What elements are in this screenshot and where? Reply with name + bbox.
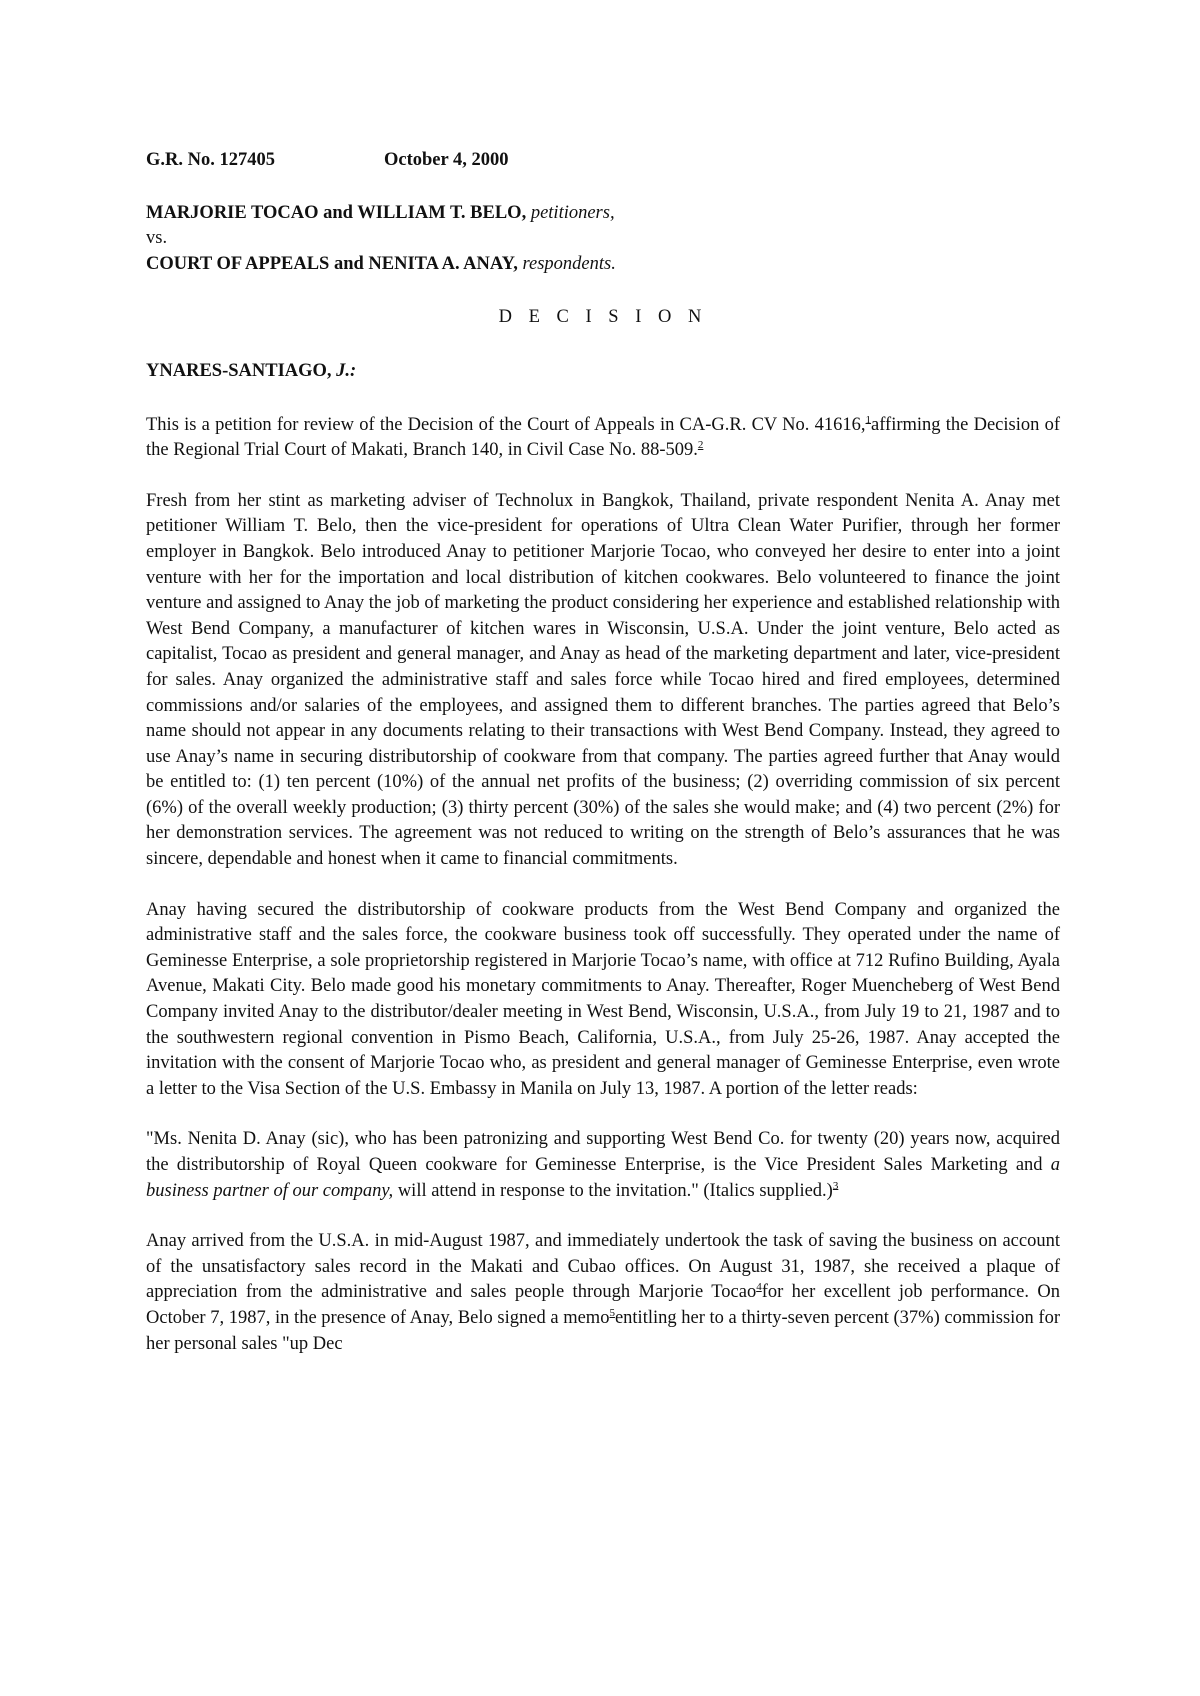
respondents-role: respondents.: [522, 253, 616, 274]
paragraph-5: [146, 1229, 1060, 1357]
paragraph-1-text-b: affirming the Decision of the Regional Trial Court of Makati, Branch 140, in Civil Case No. 88-509.: [146, 414, 1060, 461]
paragraph-5-text-b: for her excellent job performance. On October 7, 1987, in the presence of Anay, Belo signed a memo: [146, 1282, 1060, 1328]
footnote-ref-3[interactable]: 3: [832, 1179, 839, 1192]
ponente-name: YNARES-SANTIAGO,: [146, 360, 332, 381]
respondents-names: COURT OF APPEALS and NENITA A. ANAY,: [146, 253, 518, 274]
paragraph-4-italic: a business partner of our company,: [146, 1155, 1060, 1201]
decision-heading: D E C I S I O N: [498, 307, 708, 328]
paragraph-4-text-b: will attend in response to the invitation." (Italics supplied.): [393, 1180, 833, 1201]
paragraph-3: Anay having secured the distributorship of cookware products from the West Bend Company and organized the administrative staff and the sales force, the cookware business took off successfully. They operated under the name of Geminesse Enterprise, a sole proprietorship registered in Marjorie Tocao’s name, with office at 712 Rufino Building, Ayala Avenue, Makati City. Belo made good his monetary commitments to Anay. Thereafter, Roger Muencheberg of West Bend Company invited Anay to the distributor/dealer meeting in West Bend, Wisconsin, U.S.A., from July 19 to 21, 1987 and to the southwestern regional convention in Pismo Beach, California, U.S.A., from July 25-26, 1987. Anay accepted the invitation with the consent of Marjorie Tocao who, as president and general manager of Geminesse Enterprise, even wrote a letter to the Visa Section of the U.S. Embassy in Manila on July 13, 1987. A portion of the letter reads:: [146, 899, 1060, 1099]
paragraph-1-text-a: This is a petition for review of the Decision of the Court of Appeals in CA-G.R. CV No. 41616,: [146, 414, 866, 435]
paragraph-2: Fresh from her stint as marketing adviser of Technolux in Bangkok, Thailand, private respondent Nenita A. Anay met petitioner William T. Belo, then the vice-president for operations of Ultra Clean Water Purifier, through her former employer in Bangkok. Belo introduced Anay to petitioner Marjorie Tocao, who conveyed her desire to enter into a joint venture with her for the importation and local distribution of kitchen cookwares. Belo volunteered to finance the joint venture and assigned to Anay the job of marketing the product considering her experience and established relationship with West Bend Company, a manufacturer of kitchen wares in Wisconsin, U.S.A. Under the joint venture, Belo acted as capitalist, Tocao as president and general manager, and Anay as head of the marketing department and later, vice-president for sales. Anay organized the administrative staff and sales force while Tocao hired and fired employees, determined commissions and/or salaries of the employees, and assigned them to different branches. The parties agreed that Belo’s name should not appear in any documents relating to their transactions with West Bend Company. Instead, they agreed to use Anay’s name in securing distributorship of cookware from that company. The parties agreed further that Anay would be entitled to: (1) ten percent (10%) of the annual net profits of the business; (2) overriding commission of six percent (6%) of the overall weekly production; (3) thirty percent (30%) of the sales she would make; and (4) two percent (2%) for her demonstration services. The agreement was not reduced to writing on the strength of Belo’s assurances that he was sincere, dependable and honest when it came to financial commitments.: [146, 490, 1060, 870]
paragraph-1: [146, 413, 1060, 464]
decision-date: October 4, 2000: [384, 150, 509, 170]
petitioners-names: MARJORIE TOCAO and WILLIAM T. BELO,: [146, 202, 527, 223]
versus-line: vs.: [146, 228, 168, 249]
paragraph-5-text-c: entitling her to a thirty-seven percent (37%) commission for her personal sales "up Dec: [146, 1307, 1061, 1354]
gr-number: G.R. No. 127405: [146, 150, 275, 170]
paragraph-4-text-a: "Ms. Nenita D. Anay (sic), who has been patronizing and supporting West Bend Co. for twenty (20) years now, acquired the distributorship of Royal Queen cookware for Geminesse Enterprise, is the Vice President Sales Marketing and: [146, 1129, 1060, 1175]
footnote-ref-1[interactable]: 1: [865, 413, 872, 426]
footnote-ref-2[interactable]: 2: [697, 439, 704, 451]
petitioners-line: [146, 201, 1060, 227]
ponente-title: J.:: [336, 360, 357, 381]
respondents-line: [146, 252, 1060, 278]
case-header: [146, 148, 1060, 174]
ponente-line: [146, 359, 1060, 385]
footnote-ref-4[interactable]: 4: [756, 1281, 762, 1294]
petitioners-role: petitioners,: [530, 202, 615, 223]
paragraph-4-quote: [146, 1127, 1060, 1204]
footnote-ref-5[interactable]: 5: [609, 1306, 615, 1319]
paragraph-5-text-a: Anay arrived from the U.S.A. in mid-August 1987, and immediately undertook the task of saving the business on account of the unsatisfactory sales record in the Makati and Cubao offices. On August 31, 1987, she received a plaque of appreciation from the administrative and sales people through Marjorie Tocao: [146, 1231, 1060, 1303]
